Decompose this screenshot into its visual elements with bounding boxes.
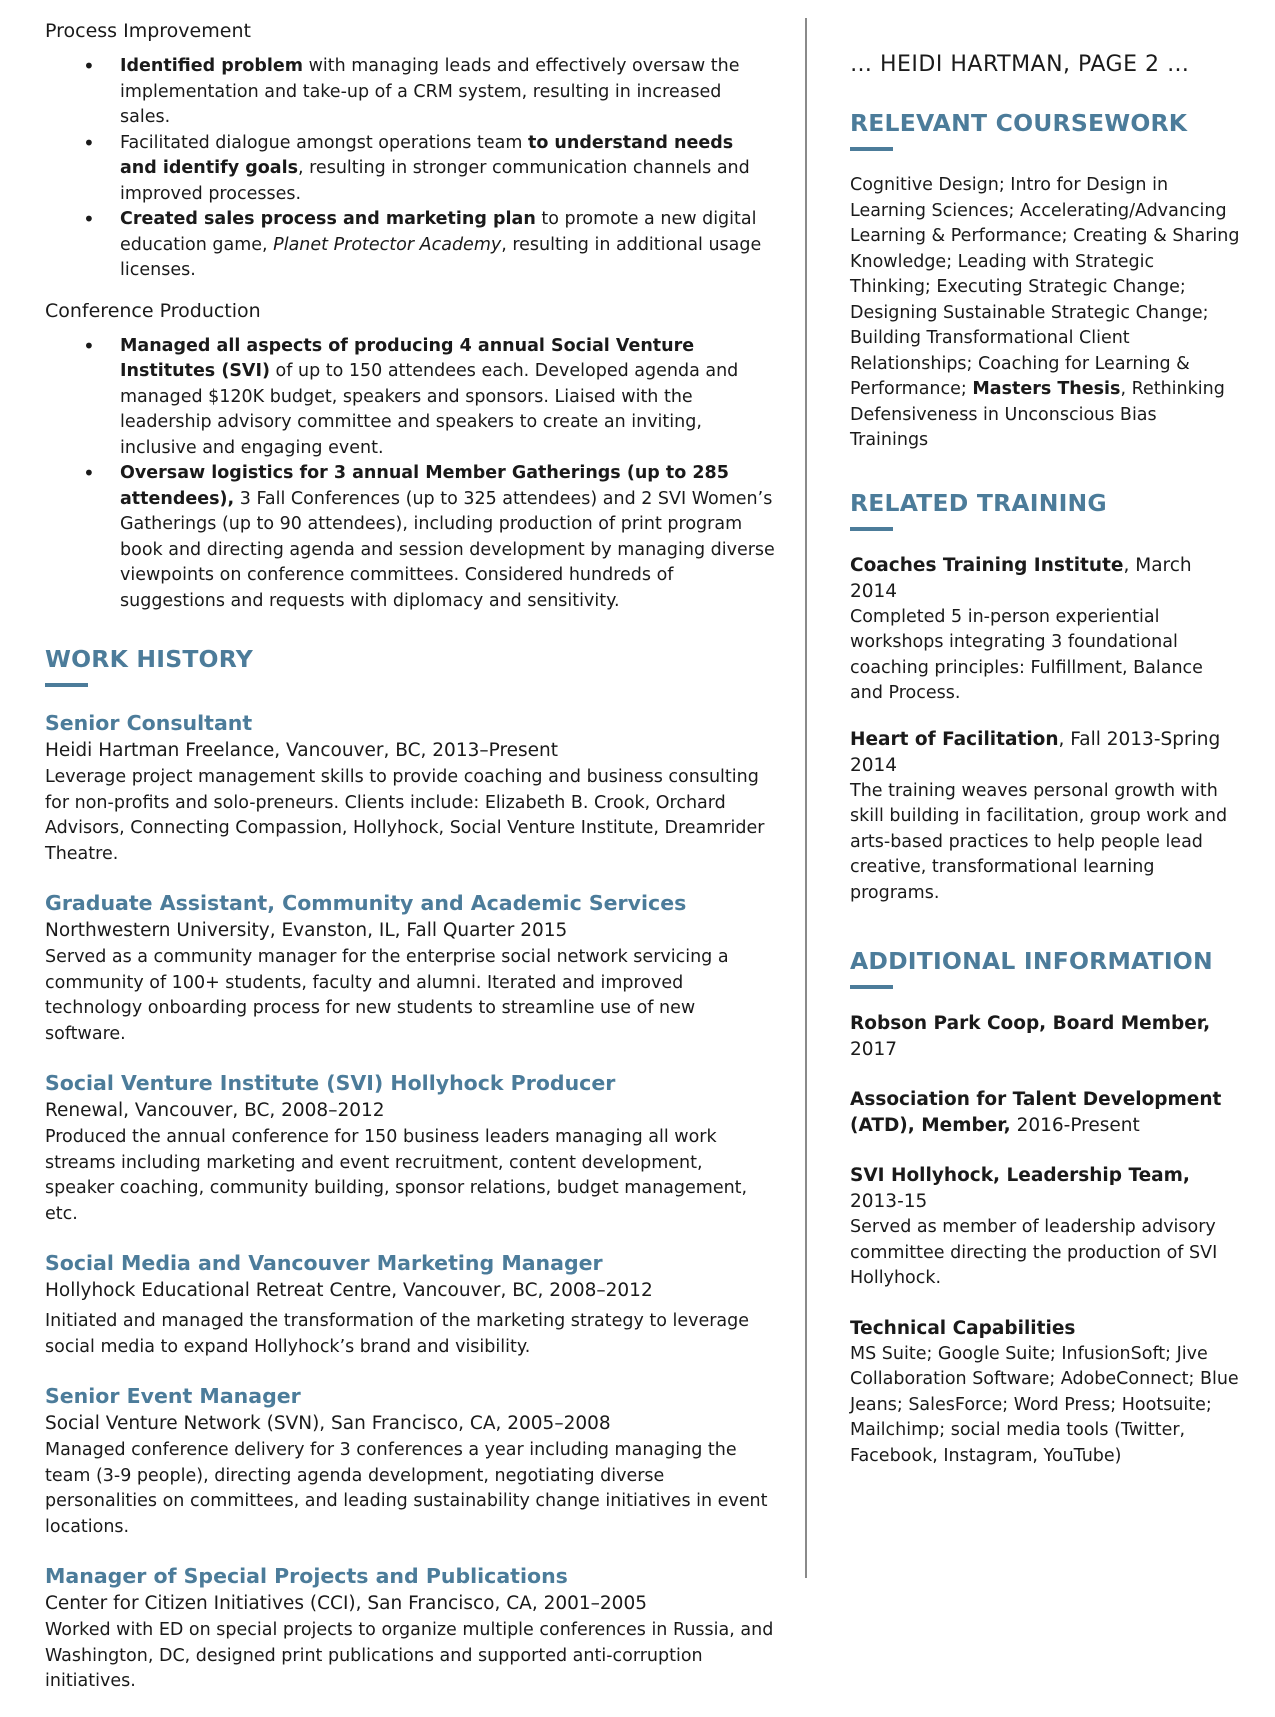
job-description: Served as a community manager for the enterprise social network servicing a community of 100+ students, faculty and alumni. Iterated and improved technology onboarding process for new students to streamline use of new software.	[45, 947, 729, 1044]
job-description: Managed conference delivery for 3 conferences a year including managing the team (3-9 people), directing agenda development, negotiating diverse personalities on committees, and leading sustainability change initiatives in event locations.	[45, 1440, 768, 1537]
entry-name: Association for Talent Development (ATD), Member,	[850, 1089, 1222, 1136]
coursework-heading: RELEVANT COURSEWORK	[850, 109, 1188, 137]
job-description: Initiated and managed the transformation of the marketing strategy to leverage social media to expand Hollyhock’s brand and visibility.	[45, 1311, 750, 1357]
job-entry	[45, 1382, 775, 1540]
entry-name: Technical Capabilities	[850, 1317, 1076, 1339]
job-description: Produced the annual conference for 150 business leaders managing all work streams including marketing and event recruitment, content development, speaker coaching, community building, sponsor relations, budget management, etc.	[45, 1127, 748, 1224]
training-date: , Fall 2013-Spring 2014	[850, 728, 1221, 776]
entry-date: 2013-15	[850, 1191, 928, 1212]
additional-entry	[850, 1087, 1240, 1139]
training-heading: RELATED TRAINING	[850, 488, 1107, 517]
job-description: Worked with ED on special projects to organize multiple conferences in Russia, and Washington, DC, designed print publications and supported anti-corruption initiatives.	[45, 1620, 774, 1691]
job-entry	[45, 1249, 775, 1360]
job-entry	[45, 889, 775, 1047]
list-item: • Oversaw logistics for 3 annual Member Gatherings (up to 285 attendees), 3 Fall Conferences (up to 325 attendees) and 2 SVI Women’s Gatherings (up to 90 attendees), including production of print program book and directing agenda and session development by managing diverse viewpoints on conference committees. Considered hundreds of suggestions and requests with diplomacy and sensitivity.	[120, 461, 775, 614]
list-item: • Facilitated dialogue amongst operations team to understand needs and identify goals, resulting in stronger communication channels and improved processes.	[120, 131, 775, 208]
heading-rule	[850, 527, 893, 531]
right-column	[850, 50, 1240, 1489]
heading-rule	[850, 147, 893, 151]
entry-description: Served as member of leadership advisory committee directing the production of SVI Hollyhock.	[850, 1217, 1218, 1288]
additional-entry	[850, 1163, 1240, 1292]
entry-name: SVI Hollyhock, Leadership Team,	[850, 1165, 1190, 1186]
job-organization: Renewal, Vancouver, BC, 2008–2012	[45, 1100, 385, 1121]
training-name: Heart of Facilitation	[850, 728, 1059, 750]
entry-date: 2017	[850, 1039, 898, 1060]
conference-production-list	[45, 334, 775, 615]
job-entry	[45, 1562, 775, 1695]
job-description: Leverage project management skills to provide coaching and business consulting for non-profits and solo-preneurs. Clients include: Elizabeth B. Crook, Orchard Advisors, Connecting Compassion, Hollyhock, Social Venture Institute, Dreamrider Theatre.	[45, 767, 765, 864]
page-header: … HEIDI HARTMAN, PAGE 2 …	[850, 52, 1190, 77]
coursework-text: Cognitive Design; Intro for Design in Learning Sciences; Accelerating/Advancing Learning & Performance; Creating & Sharing Knowledge; Leading with Strategic Thinking; Executing Strategic Change; Designing Sustainable Strategic Change; Building Transformational Client Relationships; Coaching for Learning & Performance; Masters Thesis, Rethinking Defensiveness in Unconscious Bias Trainings	[850, 175, 1240, 450]
training-entry	[850, 553, 1240, 707]
job-title: Social Venture Institute (SVI) Hollyhock Producer	[45, 1071, 616, 1095]
training-description: Completed 5 in-person experiential workshops integrating 3 foundational coaching principles: Fulfillment, Balance and Process.	[850, 606, 1203, 703]
entry-date: 2016-Present	[1010, 1115, 1140, 1136]
additional-entry	[850, 1316, 1240, 1470]
job-entry	[45, 1069, 775, 1227]
left-column	[45, 18, 775, 1717]
job-organization: Northwestern University, Evanston, IL, Fall Quarter 2015	[45, 920, 568, 941]
list-item: • Identified problem with managing leads and effectively oversaw the implementation and take-up of a CRM system, resulting in increased sales.	[120, 54, 775, 131]
job-title: Senior Consultant	[45, 711, 253, 735]
job-title: Manager of Special Projects and Publications	[45, 1564, 568, 1588]
training-date: , March 2014	[850, 554, 1192, 602]
job-organization: Hollyhock Educational Retreat Centre, Vancouver, BC, 2008–2012	[45, 1280, 653, 1301]
job-title: Senior Event Manager	[45, 1384, 301, 1408]
job-organization: Heidi Hartman Freelance, Vancouver, BC, 2013–Present	[45, 740, 559, 761]
list-item: • Managed all aspects of producing 4 annual Social Venture Institutes (SVI) of up to 150 attendees each. Developed agenda and managed $120K budget, speakers and sponsors. Liaised with the leadership advisory committee and speakers to create an inviting, inclusive and engaging event.	[120, 334, 775, 462]
entry-name: Robson Park Coop, Board Member,	[850, 1013, 1211, 1034]
job-entry	[45, 709, 775, 867]
work-history-heading: WORK HISTORY	[45, 645, 253, 673]
column-divider	[805, 18, 807, 1578]
additional-info-heading: ADDITIONAL INFORMATION	[850, 947, 1213, 975]
heading-rule	[45, 683, 88, 687]
entry-description: MS Suite; Google Suite; InfusionSoft; Jive Collaboration Software; AdobeConnect; Blue Jeans; SalesForce; Word Press; Hootsuite; Mailchimp; social media tools (Twitter, Facebook, Instagram, YouTube)	[850, 1343, 1239, 1466]
job-title: Social Media and Vancouver Marketing Manager	[45, 1251, 603, 1275]
heading-rule	[850, 985, 893, 989]
training-description: The training weaves personal growth with skill building in facilitation, group work and arts-based practices to help people lead creative, transformational learning programs.	[850, 780, 1228, 903]
job-organization: Social Venture Network (SVN), San Francisco, CA, 2005–2008	[45, 1413, 611, 1434]
additional-entry	[850, 1011, 1240, 1063]
training-entry	[850, 727, 1240, 907]
conference-production-label: Conference Production	[45, 299, 261, 322]
list-item: • Created sales process and marketing plan to promote a new digital education game, Planet Protector Academy, resulting in additional usage licenses.	[120, 207, 775, 284]
process-improvement-label: Process Improvement	[45, 20, 251, 42]
process-improvement-list	[45, 54, 775, 284]
job-organization: Center for Citizen Initiatives (CCI), San Francisco, CA, 2001–2005	[45, 1593, 647, 1614]
job-title: Graduate Assistant, Community and Academic Services	[45, 891, 687, 915]
training-name: Coaches Training Institute	[850, 554, 1124, 576]
